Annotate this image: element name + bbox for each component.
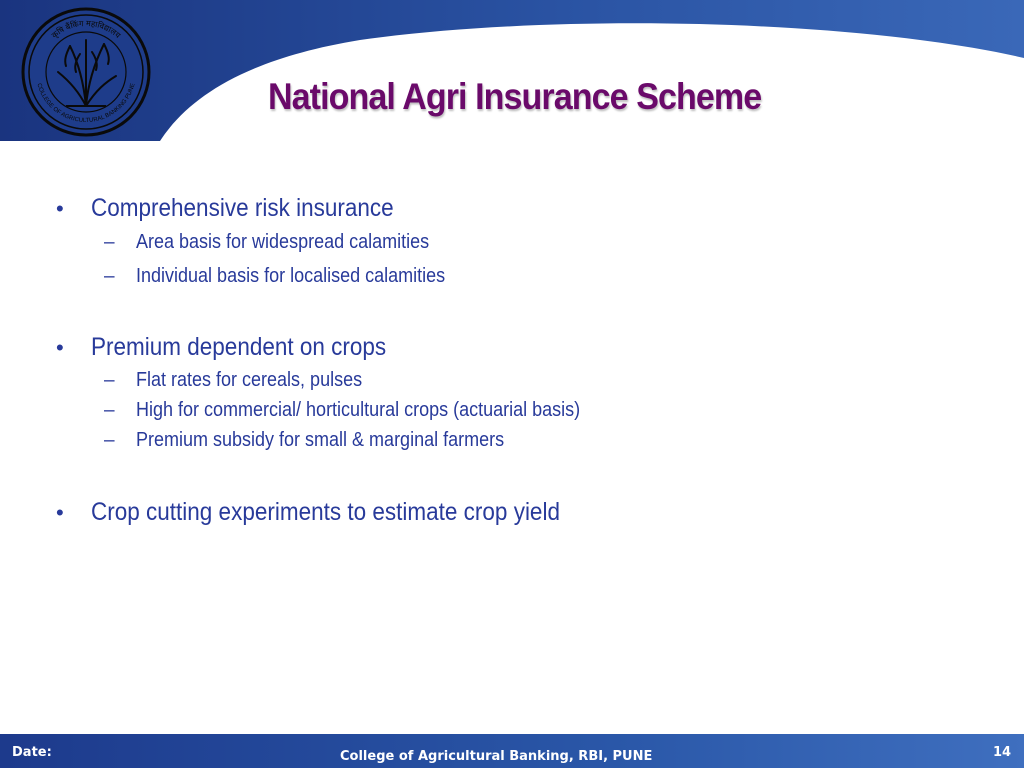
dash-marker: –	[104, 400, 115, 421]
dash-marker: –	[104, 370, 115, 391]
sub-bullet-item: Flat rates for cereals, pulses	[136, 369, 363, 391]
bullet-marker: •	[56, 500, 64, 525]
slide-title: National Agri Insurance Scheme	[268, 76, 762, 117]
dash-marker: –	[104, 430, 115, 451]
bullet-marker: •	[56, 335, 64, 360]
sub-bullet-item: Individual basis for localised calamities	[136, 265, 446, 287]
header-band	[0, 0, 1024, 145]
sub-bullet-item: High for commercial/ horticultural crops (actuarial basis)	[136, 399, 581, 421]
sub-bullet-item: Premium subsidy for small & marginal farmers	[136, 429, 505, 451]
sub-bullet-item: Area basis for widespread calamities	[136, 231, 430, 253]
logo-ring-text-top: कृषि बैंकिंग महाविद्यालय	[49, 18, 123, 41]
footer-institution: College of Agricultural Banking, RBI, PUNE	[340, 749, 653, 764]
bullet-item: Crop cutting experiments to estimate crop yield	[91, 498, 560, 526]
bullet-item: Premium dependent on crops	[91, 333, 387, 361]
dash-marker: –	[104, 232, 115, 253]
logo-ring-text-bottom: COLLEGE OF AGRICULTURAL BANKING PUNE	[35, 82, 137, 125]
footer-bar	[0, 734, 1024, 768]
bullet-marker: •	[56, 196, 64, 221]
bullet-item: Comprehensive risk insurance	[91, 194, 394, 222]
slide-number: 14	[993, 745, 1012, 760]
dash-marker: –	[104, 266, 115, 287]
college-logo	[20, 6, 152, 138]
footer-date-label: Date:	[12, 745, 52, 760]
